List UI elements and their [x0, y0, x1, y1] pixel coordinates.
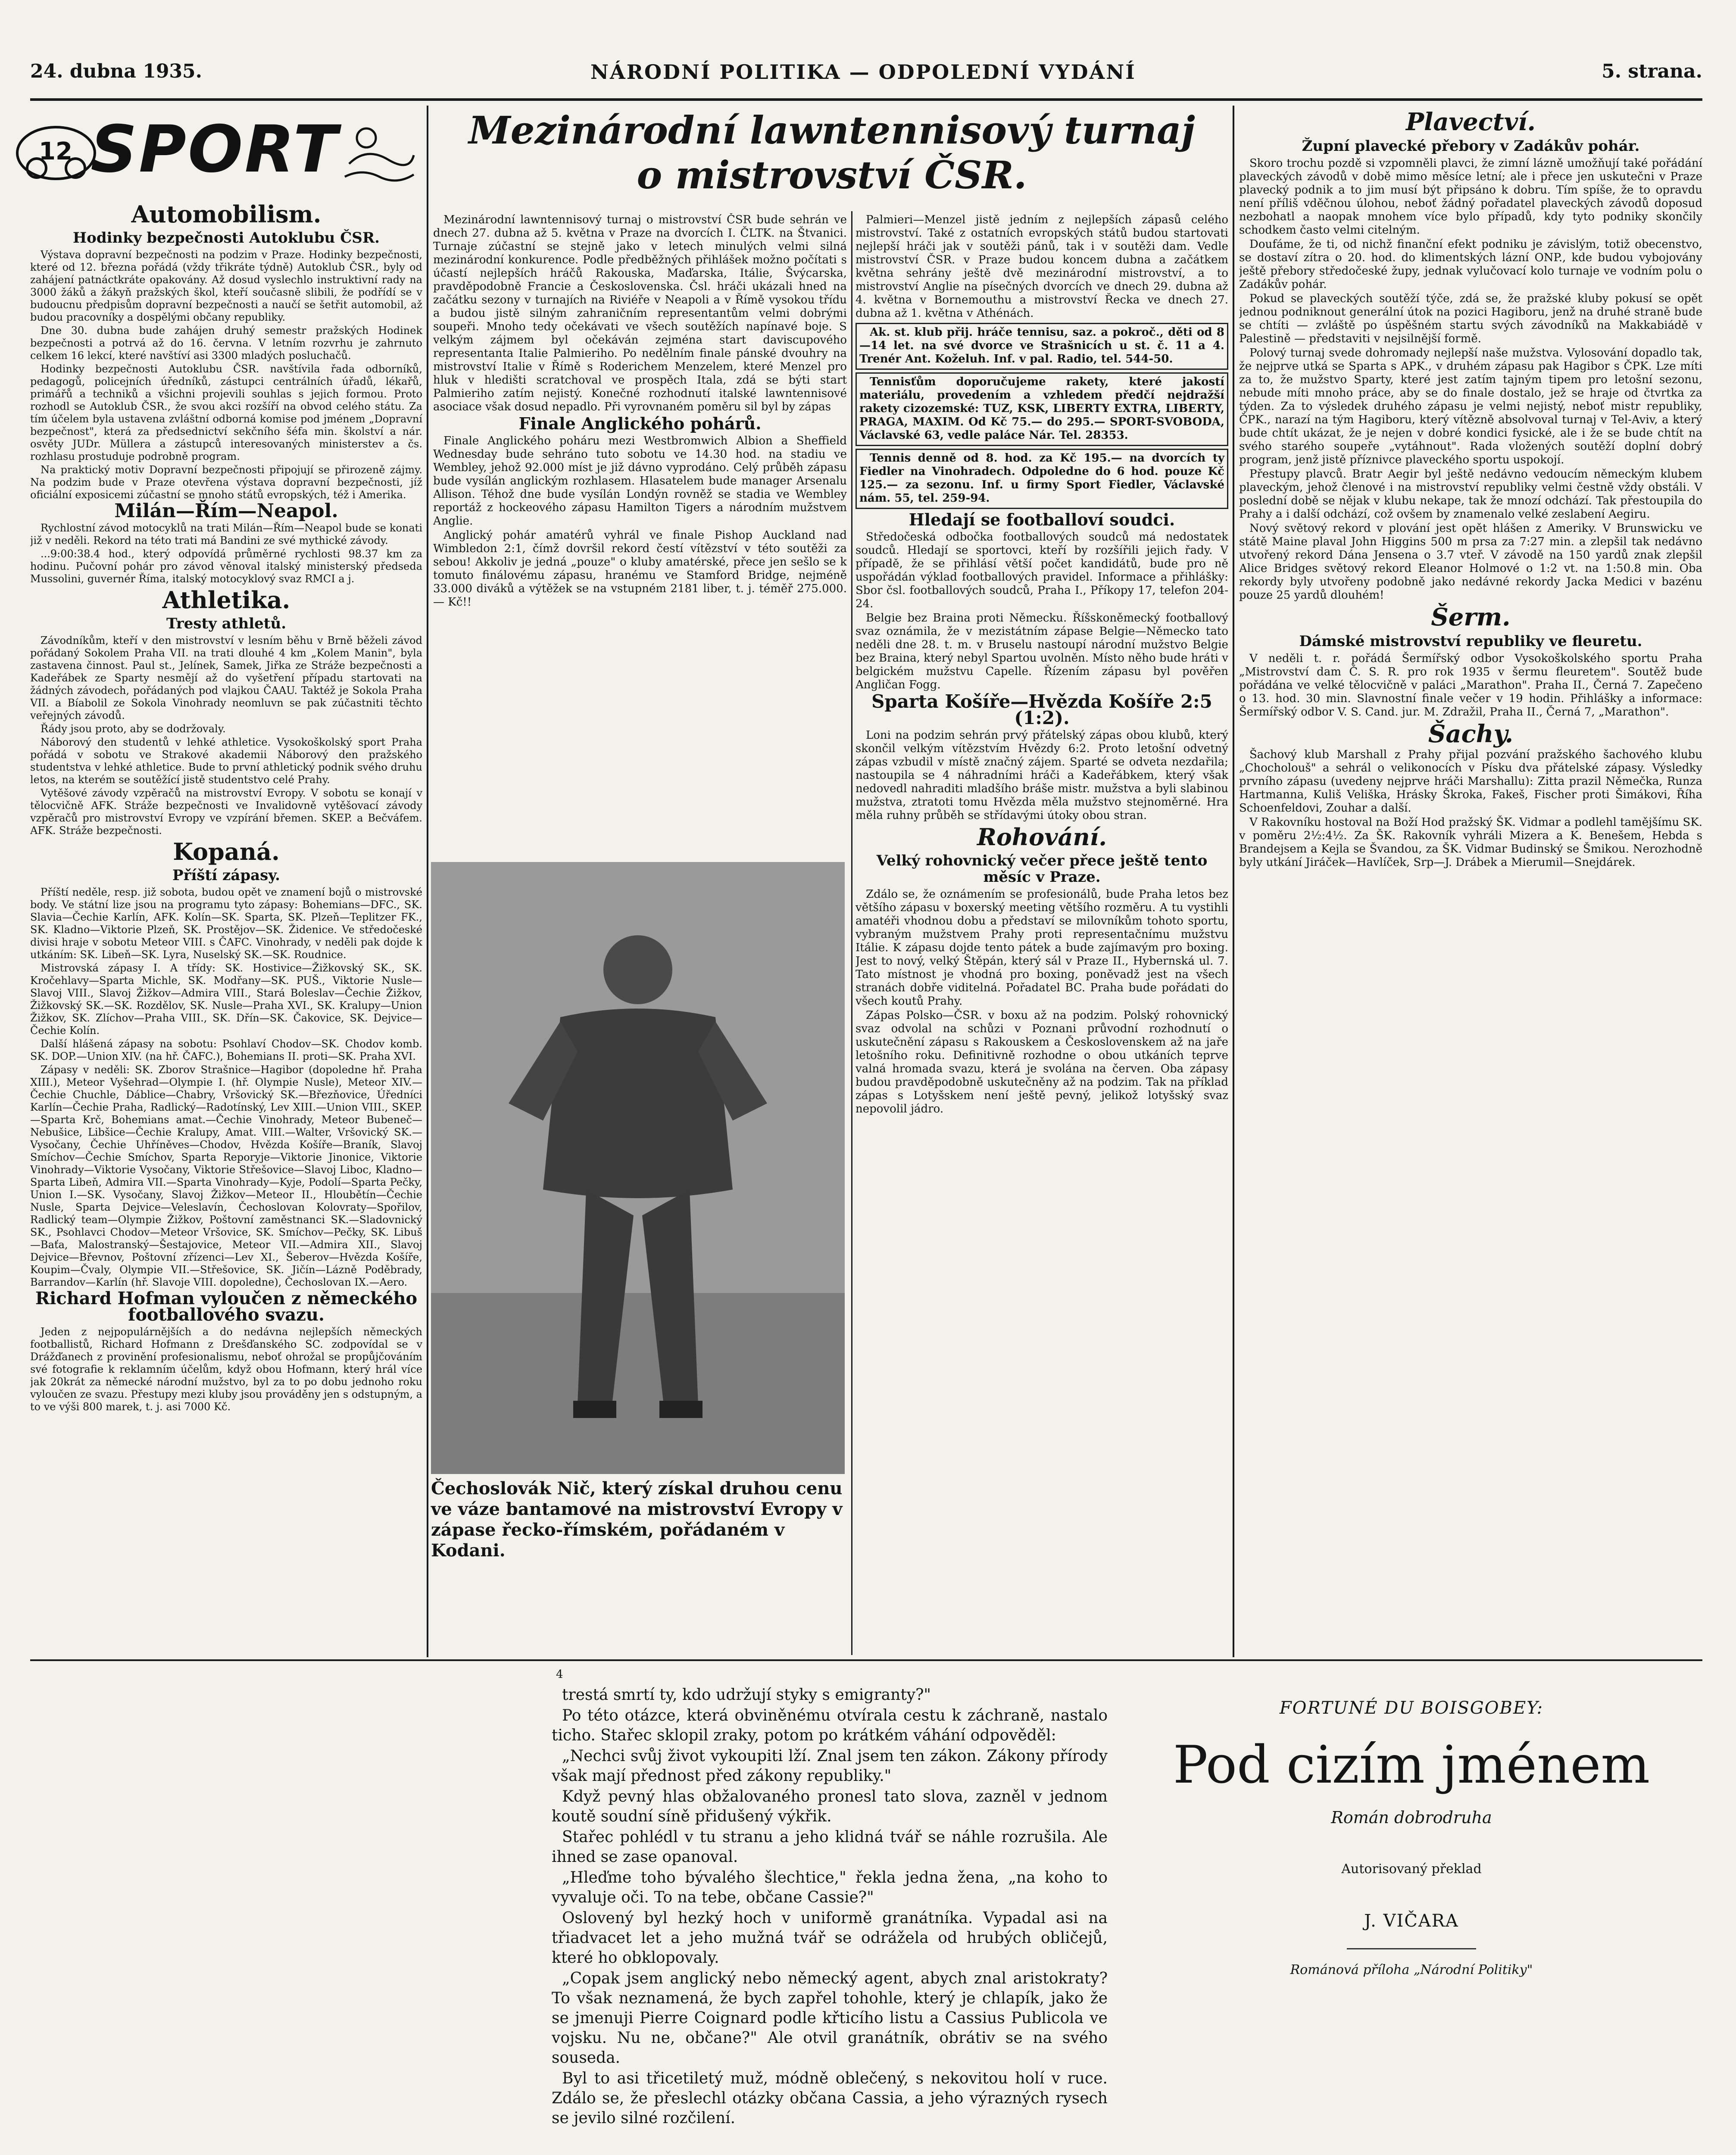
divider-line: [1347, 1948, 1476, 1949]
article-paragraph: V neděli t. r. pořádá Šermířský odbor Vysokoškolského sportu Praha „Mistrovství dam Č. S. R. pro rok 1935 v šermu fleuretem". Soutěž bude pořádána ve velké tělocvičně v paláci „Marathon". Praha II., Černá 7. Zapečeno o 13. hod. 30 min. Slavnostní finale večer v 19 hodin. Přihlášky a informace: Šermířský odbor V. S. Cand. jur. M. Zdražil, Praha II., Černá 7, „Marathon".: [1239, 652, 1702, 718]
novel-title-page: [1164, 1698, 1659, 2155]
article-paragraph: Pokud se plaveckých soutěží týče, zdá se, že pražské kluby pokusí se opět jednou podniknout generální útok na pozici Hagiboru, jenž na druhé straně bude se chtíti — zvláště po úspěšném startu svých závodníků na Makkabiádě v Palestině — představiti v nejsilnější formě.: [1239, 292, 1702, 345]
advert-box: [856, 449, 1228, 509]
novel-paragraph: „Nechci svůj život vykoupiti lží. Znal jsem ten zákon. Zákony přírody však mají přednost před zákony republiky.": [552, 1747, 1108, 1785]
translator-name: J. VIČARA: [1364, 1911, 1459, 1931]
article-paragraph: Skoro trochu pozdě si vzpomněli plavci, že zimní lázně umožňují také pořádání plaveckých závodů v době mimo měsíce letní; ale i přece jen uskutečni v Praze plavecký podnik a to jim musí být připsáno k dobru. Tím spíše, že to opravdu není příliš vděčnou úlohou, neboť žádný pořadatel plaveckých závodů doposud nezbohatl a naopak mnohem více bylo případů, kdy tyto podniky skončily schodkem často velmi citelným.: [1239, 157, 1702, 237]
article-paragraph: ...9:00:38.4 hod., který odpovídá průměrné rychlosti 98.37 km za hodinu. Pučovní pohár pro závod věnoval italský ministerský předseda Mussolini, guvernér Říma, italský motocyklový svaz RMCI a j.: [30, 548, 422, 585]
novel-title: Pod cizím jménem: [1173, 1735, 1650, 1795]
article-headline: Hledají se footballoví soudci.: [909, 510, 1175, 529]
column-right: [1239, 108, 1702, 1655]
article-paragraph: Jeden z nejpopulárnějších a do nedávna nejlepších německých footballistů, Richard Hofmann z Drešďanského SC. zodpovídal se v Drážďanech z provinění profesionalismu, neboť ohrožal se propůjčováním své fotografie k reklamním účelům, když obou Hofmann, který hrál více jak 20krát za německé národní mužstvo, byl za to po dobu jednoho roku vyloučen ze svazu. Přestupy mezi kluby jsou prováděny jen s odstupným, a to ve výši 800 marek, t. j. asi 7000 Kč.: [30, 1326, 422, 1413]
article-paragraph: Náborový den studentů v lehké athletice. Vysokoškolský sport Praha pořádá v sobotu ve Strakové akademii Náborový den pražského studentstva v lehké athletice. Bude to první athletický podnik svého druhu letos, na kterém se soutěžící jistě studentstvo celé Prahy.: [30, 736, 422, 786]
page-number: 5. strana.: [1602, 60, 1702, 82]
advert-box: [856, 323, 1228, 370]
article-paragraph: Loni na podzim sehrán prvý přátelský zápas obou klubů, který skončil velkým vítězstvím Hvězdy 6:2. Proto letošní odvetný zápas vzbudil v místě značný zájem. Sparté se odveta nezdařila; nastoupila se 4 náhradními hráči a Kadeřábkem, který však nedovedl nahraditi mladšího bráše mistr. mužstva a byli slabinou mužstva, ztratoti tomu Hvězda měla mužstvo stejnoměrné. Hra měla ruhny průběh se střídavými útoky obou stran.: [856, 729, 1228, 822]
column-left: [30, 200, 422, 1653]
advert-text: Tennis denně od 8. hod. za Kč 195.— na dvorcích ty Fiedler na Vinohradech. Odpoledne do 6 hod. pouze Kč 125.— za sezonu. Inf. u firmy Sport Fiedler, Václavské nám. 55, tel. 259-94.: [859, 452, 1224, 505]
article-paragraph: Přestupy plavců. Bratr Aegir byl ještě nedávno vedoucím německým klubem plaveckým, jehož členové i na mistrovství republiky velmi čestně vždy obstáli. V poslední době se nějak v klubu nekape, tak že mnozí odchází. Tak přestoupila do Prahy a i další odchází, což ovšem by znamenalo velké zeslabení Aegiru.: [1239, 468, 1702, 521]
article-paragraph: Doufáme, že ti, od nichž finanční efekt podniku je závislým, totiž obecenstvo, se dostaví zítra o 20. hod. do klimentských lázní ONP., kde budou vybojovány ještě přebory středočeské župy, jednak vylučovací kolo turnaje ve vodním polu o Zadákův pohár.: [1239, 238, 1702, 291]
article-paragraph: Zápas Polsko—ČSR. v boxu až na podzim. Polský rohovnický svaz odvolal na schůzi v Poznani průvodní rozhodnutí o uskutečnění zápasu s Rakouskem a Československem až na jaře letošního roku. Definitivně rozhodne o obou utkáních teprve valná hromada svazu, která je svolána na červen. Oba zápasy budou pravděpodobně uskutečněny až na podzim. Tak na příklad zápas s Lotyšskem není ještě pevný, jelikož lotyšský svaz nepovolil jádro.: [856, 1009, 1228, 1115]
section-heading: Plavectví.: [1405, 108, 1536, 136]
novel-page-number: 4: [556, 1668, 563, 1681]
article-paragraph: Další hlášená zápasy na sobotu: Psohlaví Chodov—SK. Chodov komb. SK. DOP.—Union XIV. (na hř. ČAFC.), Bohemians II. proti—SK. Praha XVI.: [30, 1038, 422, 1062]
car-icon: [13, 112, 99, 190]
novel-paragraph: Stařec pohlédl v tu stranu a jeho klidná tvář se náhle rozrušila. Ale ihned se zase opanoval.: [552, 1828, 1108, 1866]
page-header: [30, 60, 1702, 95]
article-paragraph: Řády jsou proto, aby se dodržovaly.: [41, 723, 226, 735]
article-headline: Tresty athletů.: [166, 615, 287, 632]
article-paragraph: Šachový klub Marshall z Prahy přijal pozvání pražského šachového klubu „Chocholouš" a sehrál o velikonocích v Písku dva přátelské zápasy. Výsledky prvního zápasu (uvedeny nejprve hráči Marshallu): Zitta prazil Němečka, Runza Hartmanna, Kuliš Veliška, Hrásky Škroka, Fakeš, Fischer proti Šimákovi, Říha Schoenfeldovi, Zouhar a další.: [1239, 748, 1702, 815]
article-headline: Velký rohovnický večer přece ještě tento měsíc v Praze.: [876, 852, 1208, 886]
article-paragraph: Středočeská odbočka footballových soudců má nedostatek soudců. Hledají se sportovci, kteří by rozšířili jejich řady. V případě, že se přihlásí větší počet kandidátů, bude pro ně uspořádán výklad footballových pravidel. Informace a přihlášky: Sbor čsl. footballových soudců, Praha I., Příkopy 17, telefon 204-24.: [856, 531, 1228, 610]
sport-banner: [9, 108, 422, 194]
wrestler-photo: [431, 862, 845, 1474]
article-headline: Finale Anglického pohárů.: [518, 414, 762, 433]
article-headline: Dámské mistrovství republiky ve fleuretu.: [1299, 633, 1642, 650]
supplement-note: Románová příloha „Národní Politiky": [1290, 1962, 1533, 1977]
column-center-left: [433, 213, 847, 860]
article-headline: Milán—Řím—Neapol.: [114, 500, 338, 522]
article-paragraph: Závodníkům, kteří v den mistrovství v lesním běhu v Brně běželi závod pořádaný Sokolem Praha VII. na trati dlouhé 4 km „Kolem Manin", byla zastavena činnost. Paul st., Jelínek, Samek, Jiřka ze Stráže bezpečnosti a Kadeřábek ze Sparty nesmějí až do vyšetření případu startovati na žádných závodech, pořádaných pod vlajkou ČAAU. Taktéž je Sokola Praha VII. a Bíabolil ze Sokola Vinohrady neomluvn se pak zúčastniti těchto veřejných závodů.: [30, 634, 422, 721]
article-paragraph: Palmieri—Menzel jistě jedním z nejlepších zápasů celého mistrovství. Také z ostatních evropských států budou startovati nejlepší hráči jak v soutěži pánů, tak i v soutěži dam. Vedle mistrovství ČSR. v Praze budou koncem dubna a začátkem května sehrány ještě dvě mezinárodní mistrovství, a to mistrovství Anglie na písečných dvorcích ve dnech 29. dubna až 4. května v Bornemouthu a mistrovství Řecka ve dnech 27. dubna až 1. května v Athénách.: [856, 213, 1228, 320]
article-headline: Župní plavecké přebory v Zadákův pohár.: [1302, 137, 1640, 155]
novel-paragraph: Když pevný hlas obžalovaného pronesl tato slova, zazněl v jednom koutě soudní síně přidušený výkřik.: [552, 1788, 1108, 1825]
novel-paragraph: Byl to asi třicetiletý muž, módně oblečený, s nekovitou holí v ruce. Zdálo se, že přeslechl otázky občana Cassia, a jeho výrazných rysech se jevilo silné rozčilení.: [552, 2070, 1108, 2127]
advert-text: Ak. st. klub přij. hráče tennisu, saz. a pokroč., děti od 8—14 let. na své dvorce ve Strašnicích u st. č. 11 a 4. Trenér Ant. Koželuh. Inf. v pal. Radio, tel. 544-50.: [859, 326, 1224, 365]
section-rule: [30, 1659, 1702, 1661]
column-divider: [1233, 106, 1234, 1657]
article-paragraph: Zápasy v neděli: SK. Zborov Strašnice—Hagibor (dopoledne hř. Praha XIII.), Meteor Vyšehrad—Olympie I. (hř. Olympie Nusle), Meteor XIV.—Čechie Chuchle, Dáblice—Chabry, Vršovický SK.—Březňovice, Úředníci Karlín—Čechie Praha, Radlický—Radotínský, Lev XIII.—Union VIII., SKEP.—Sparta Krč, Bohemians amat.—Čechie Vinohrady, Meteor Bubeneč—Nebušice, Libšice—Čechie Kralupy, Amat. VIII.—Walter, Vršovický SK.—Vysočany, Čechie Uhříněves—Chodov, Hvězda Košíře—Braník, Slavoj Smíchov—Čechie Smíchov, Sparta Reporyje—Viktorie Jinonice, Viktorie Vinohrady—Viktorie Vysočany, Viktorie Střešovice—Slavoj Liboc, Kladno—Sparta Libeň, Admira VII.—Sparta Vinohrady—Kyje, Podolí—Sparta Pečky, Union I.—SK. Vysočany, Slavoj Žižkov—Meteor II., Hloubětín—Čechie Nusle, Sparta Dejvice—Veleslavín, Čechoslovan Kolovraty—Spořilov, Radlický team—Olympie Žižkov, Poštovní zaměstnanci SK.—Sladovnický SK., Psohlavci Chodov—Meteor Vršovice, SK. Smíchov—Pečky, SK. Libuš—Baťa, Malostranský—Šestajovice, Meteor VII.—Admira XII., Slavoj Dejvice—Břevnov, Poštovní zřízenci—Lev XI., Šeberov—Hvězda Košíře, Koupim—Čvaly, Olympie VII.—Střešovice, SK. Jičín—Lázně Poděbrady, Barrandov—Karlín (hř. Slavoje VIII. dopoledne), Čechoslovan IX.—Aero.: [30, 1064, 422, 1288]
novel-paragraph: „Hleďme toho bývalého šlechtice," řekla jedna žena, „na koho to vyvaluje oči. To na tebe, občane Cassie?": [552, 1869, 1108, 1906]
novel-genre: Román dobrodruha: [1331, 1808, 1492, 1827]
article-paragraph: Hodinky bezpečnosti Autoklubu ČSR. navštívila řada odborníků, pedagogů, policejních úředníků, zástupci centrálních úřadů, lékařů, primářů a techniků a všichni projevili souhlas s jejich formou. Proto rozhodl se Autoklub ČSR., že svou akci rozšíří na obvod celého státu. Za tím účelem byla ustavena zvláštní odborná komise pod jménem „Dopravní bezpečnost", která za předsednictví sekčního šéfa min. školství a nár. osvěty JUDr. Müllera a zástupců interesovaných ministerstev a čs. rozhlasu prostuduje podrobně program.: [30, 363, 422, 462]
lead-headline: [431, 108, 1233, 207]
section-heading: Rohování.: [977, 823, 1107, 851]
article-headline: Richard Hofman vyloučen z německého footballového svazu.: [35, 1288, 418, 1325]
sport-title: SPORT: [91, 112, 339, 187]
article-paragraph: Nový světový rekord v plování jest opět hlášen z Ameriky. V Brunswicku ve státě Maine plaval John Higgins 500 m prsa za 7:27 min. a zlepšil tak nedávno utvořený rekord Dána Jensena o 3.7 vteř. V závodě na 150 yardů znak zlepšil Alice Bridges světový rekord Eleanor Holmové o 1:2 vt. na 1:50.8 min. Oba rekordy byly utvořeny podobně jako nedávné rekordy Jacka Medici v bazénu pouze 25 yardů dlouhém!: [1239, 522, 1702, 602]
swimmer-icon: [340, 112, 418, 190]
translation-note: Autorisovaný překlad: [1341, 1861, 1482, 1877]
novel-excerpt: [552, 1685, 1108, 2155]
column-center-right: [856, 213, 1228, 1653]
novel-paragraph: Po této otázce, která obviněnému otvírala cestu k záchraně, nastalo ticho. Stařec sklopil zraky, potom po krátkém váhání odpověděl:: [552, 1707, 1108, 1744]
section-heading: Athletika.: [162, 586, 290, 614]
section-heading: Automobilism.: [131, 200, 322, 228]
novel-paragraph: trestá smrtí ty, kdo udržují styky s emigranty?": [562, 1686, 931, 1704]
section-heading: Šerm.: [1431, 603, 1511, 631]
article-paragraph: Belgie bez Braina proti Německu. Říšskoněmecký footballový svaz oznámila, že v mezistátním zápase Belgie—Německo tato neděli dne 28. t. m. v Bruselu nastoupí národní mužstvo Belgie bez Braina, který nebyl Spartou uvolněn. Místo něho bude hráti v belgickém mužstvu Capelle. Řízením zápasu byl pověřen Angličan Fogg.: [856, 612, 1228, 691]
issue-date: 24. dubna 1935.: [30, 60, 202, 82]
article-paragraph: Zdálo se, že oznámením se profesionálů, bude Praha letos bez většího zápasu v boxerský meeting většího rozměru. A tu vystihli amatéři vhodnou dobu a představí se milovníkům tohoto sportu, vybraným mužstvem Prahy proti representačnímu mužstvu Itálie. K zápasu dojde tento pátek a bude zajímavým pro boxing. Jest to nový, velký Štěpán, který sál v Praze II., Hybernská ul. 7. Tato místnost je vhodná pro boxing, poněvadž jest na všech stranách dobře viditelná. Pořadatel BC. Praha bude pořádati do všech koutů Prahy.: [856, 888, 1228, 1008]
svg-text:12: 12: [39, 137, 72, 166]
article-headline: Hodinky bezpečnosti Autoklubu ČSR.: [73, 229, 380, 247]
headline-line: o mistrovství ČSR.: [637, 153, 1027, 197]
novel-author: FORTUNÉ DU BOISGOBEY:: [1279, 1698, 1544, 1718]
article-paragraph: Mistrovská zápasy I. A třídy: SK. Hostivice—Žižkovský SK., SK. Kročehlavy—Sparta Michle, SK. Modřany—SK. PUŠ., Viktorie Nusle—Slavoj VIII., Slavoj Žižkov—Admira VIII., Stará Boleslav—Čechie Žižkov, Žižkovský SK.—SK. Rozdělov, SK. Nusle—Praha XVI., SK. Kralupy—Union Žižkov, SK. Zlíchov—Praha VIII., SK. Dřín—SK. Čakovice, SK. Dejvice—Čechie Kolín.: [30, 962, 422, 1037]
article-headline: Příští zápasy.: [172, 867, 280, 884]
header-rule: [30, 98, 1702, 101]
column-divider: [427, 106, 428, 1657]
article-paragraph: Vytěšové závody vzpěračů na mistrovství Evropy. V sobotu se konají v tělocvičně AFK. Stráže bezpečnosti ve Invalidovně vytěšovací závody vzpěračů pro mistrovství Evropy ve vzpírání břemen. SKEP. a Bečváfem. AFK. Stráže bezpečnosti.: [30, 787, 422, 837]
photo-caption: Čechoslovák Nič, který získal druhou cenu ve váze bantamové na mistrovství Evropy v zápase řecko-římském, pořádaném v Kodani.: [431, 1478, 843, 1561]
novel-paragraph: Oslovený byl hezký hoch v uniformě granátníka. Vypadal asi na třiadvacet let a jeho mužná tvář se odrážela od hrubých obličejů, které ho obklopovaly.: [552, 1909, 1108, 1967]
article-paragraph: Polový turnaj svede dohromady nejlepší naše mužstva. Vylosování dopadlo tak, že nejprve utká se Sparta s APK., v druhém zápasu pak Hagibor s ČPK. Lze míti za to, že mužstvo Sparty, které jest zatím tajným tipem pro letošní sezonu, nebude míti mnoho práce, aby se do finale dostalo, jež se hraje od čtvrtka za týden. Za to výsledek druhého zápasu je velmi nejistý, neboť mistr republiky, ČPK., narazí na tým Hagiboru, který vítězně absolvoval turnaj v Tel-Aviv, a který bude chtít ukázat, že je nejen v dobré kondici fysické, ale i že se bude chtít na svého starého soupeře „vytáhnout". Rada vložených soutěží doplní dobrý program, jenž jistě příznivce plaveckého sportu uspokojí.: [1239, 347, 1702, 466]
article-paragraph: Mezinárodní lawntennisový turnaj o mistrovství ČSR bude sehrán ve dnech 27. dubna až 5. května v Praze na dvorcích I. ČLTK. na Štvanici. Turnaje zúčastní se stejně jako v letech minulých velmi silná mezinárodní konkurence. Podle předběžných přihlášek možno počítati s účastí nejlepších hráčů Rakouska, Maďarska, Itálie, Švýcarska, pravděpodobně Francie a Československa. Čsl. hráči ukázali hned na začátku sezony v turnajích na Riviéře v Neapoli a v Římě vysokou třídu a budou jistě silným zahraničním representantům velmi dobrými soupeři. Mnoho tedy očekávati ve všech soutěžích napínavé boje. S velkým zájmem byl očekáván zejména start daviscupového representanta Italie Palmieriho. Po nedělním finale pánské dvouhry na mistrovství Italie v Římě s Roderichem Menzelem, které Menzel pro hluk v hledišti scratchoval ve prospěch Itala, zdá se býti start Palmieriho zatím nejistý. Konečné rozhodnutí italské lawntennisové asociace však dosud nepadlo. Při vyrovnaném poměru sil byl by zápas: [433, 213, 847, 413]
article-paragraph: Na praktický motiv Dopravní bezpečnosti připojují se přirozeně zájmy. Na podzim bude v Praze otevřena výstava dopravní bezpečnosti, jíž oficiální exposicemi zúčastní se mnoho států evropských, též i Amerika.: [30, 464, 422, 501]
article-paragraph: Výstava dopravní bezpečnosti na podzim v Praze. Hodinky bezpečnosti, které od 12. března pořádá (vždy třikráte týdně) Autoklub ČSR., byly od zahájení patnáctkráte opakovány. Až dosud vyslechlo instruktivní rady na 3000 žáků a žákyň pražských škol, kteří současně slibili, že podřídí se v budoucnu předpisům dopravní bezpečnosti a naučí se šetřit automobil, až budou pracovníky a dospělými občany republiky.: [30, 249, 422, 323]
article-paragraph: Dne 30. dubna bude zahájen druhý semestr pražských Hodinek bezpečnosti a potrvá až do 16. června. V letním rozvrhu je zahrnuto celkem 16 lekcí, které navštíví asi 3300 mladých posluchačů.: [30, 325, 422, 362]
article-paragraph: Anglický pohár amatérů vyhrál ve finale Pishop Auckland nad Wimbledon 2:1, čímž dovršil rekord čestí vítězství v této soutěži za sebou! Akkoliv je jedná „pouze" o kluby amatérské, přece jen sešlo se k tomuto finálovému zápasu, hranému ve Stamford Bridge, nejméně 33.000 diváků a výtěžek se na vstupném 2181 liber, t. j. téměř 275.000.— Kč!!: [433, 529, 847, 609]
novel-paragraph: „Copak jsem anglický nebo německý agent, abych znal aristokraty? To však neznamená, že bych zapřel tohohle, který je chlapík, jako že se jmenuji Pierre Coignard podle křticího listu a Cassius Publicola ve vojsku. Nu ne, občane?" Ale otvil granátník, obrátiv se na svého souseda.: [552, 1970, 1108, 2067]
advert-text: Tennisťům doporučujeme rakety, které jakostí materiálu, provedením a vzhledem předčí nejdražší rakety cizozemské: TUZ, KSK, LIBERTY EXTRA, LIBERTY, PRAGA, MAXIM. Od Kč 75.— do 295.— SPORT-SVOBODA, Václavské 63, vedle paláce Nár. Tel. 28353.: [859, 375, 1224, 442]
section-heading: Kopaná.: [173, 838, 280, 865]
advert-box: [856, 372, 1228, 446]
wrestler-figure: [431, 862, 845, 1474]
article-headline: Sparta Košíře—Hvězda Košíře 2:5 (1:2).: [871, 691, 1212, 728]
headline-line: Mezinárodní lawntennisový turnaj: [468, 108, 1195, 153]
article-paragraph: V Rakovníku hostoval na Boží Hod pražský ŠK. Vidmar a podlehl tamějšímu SK. v poměru 2½:4½. Za ŠK. Rakovník vyhráli Mizera a K. Benešem, Hebda s Brandejsem a Kejla se Švandou, za ŠK. Vidmar Budinský se Šmikou. Nerozhodně byly utkání Jiráček—Havlíček, Srp—J. Drábek a Mierumil—Snejdárek.: [1239, 816, 1702, 869]
section-heading: Šachy.: [1428, 720, 1514, 748]
article-paragraph: Finale Anglického poháru mezi Westbromwich Albion a Sheffield Wednesday bude sehráno tuto sobotu ve 14.30 hod. na stadiu ve Wembley, jehož 92.000 míst je již dávno vyprodáno. Celý průběh zápasu bude vysílán anglickým rozhlasem. Hlasatelem bude manager Arsenalu Allison. Téhož dne bude vysílán Londýn rovněž se stadia ve Wembley reportáž z hockeového zápasu Hamilton Tigers a národním mužstvem Anglie.: [433, 434, 847, 528]
newspaper-title: NÁRODNÍ POLITIKA — ODPOLEDNÍ VYDÁNÍ: [590, 60, 1136, 84]
article-paragraph: Příští neděle, resp. již sobota, budou opět ve znamení bojů o mistrovské body. Ve státní lize jsou na programu tyto zápasy: Bohemians—DFC., SK. Slavia—Čechie Karlín, AFK. Kolín—SK. Sparta, SK. Plzeň—Teplitzer FK., SK. Kladno—Viktorie Plzeň, SK. Prostějov—SK. Židenice. Ve středočeské divisi hraje v sobotu Meteor VIII. s ČAFC. Vinohrady, v neděli pak dojde k utkáním: SK. Libeň—SK. Lyra, Nuselský SK.—SK. Roudnice.: [30, 886, 422, 961]
article-paragraph: Rychlostní závod motocyklů na trati Milán—Řím—Neapol bude se konati již v neděli. Rekord na této trati má Bandini ze své mythické závody.: [30, 522, 422, 547]
column-divider: [851, 211, 852, 1655]
